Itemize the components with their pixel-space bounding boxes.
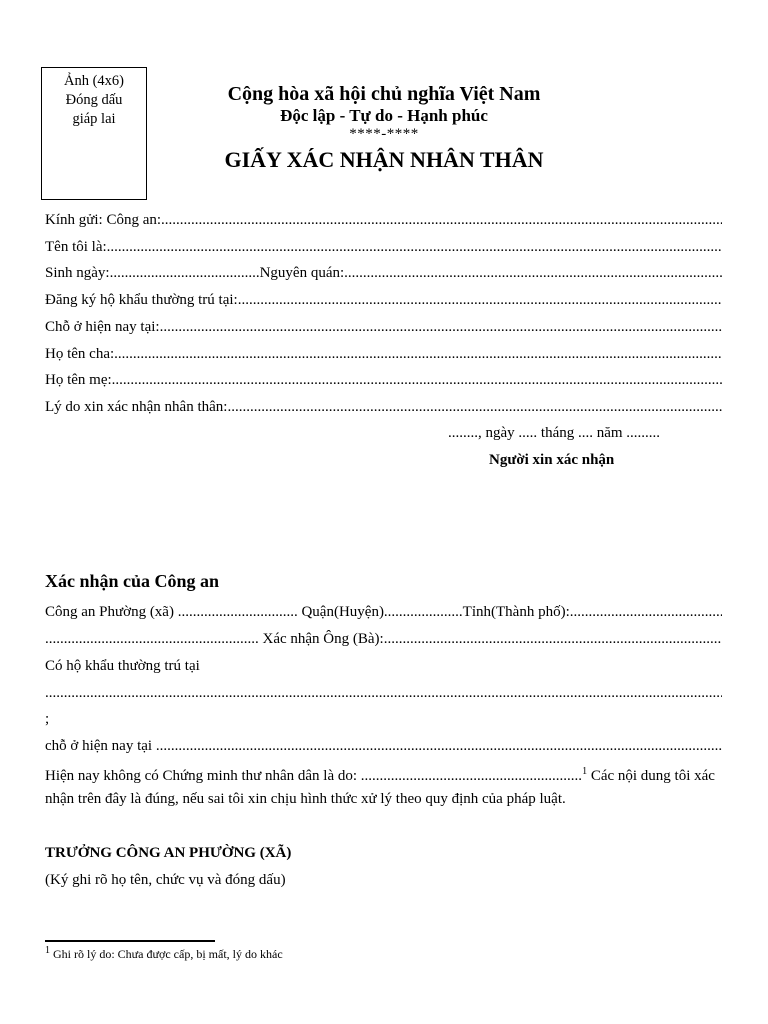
no-id-reason-label: Hiện nay không có Chứng minh thư nhân dân là do: ........................................................... [45, 768, 583, 784]
police-chief-title: TRƯỞNG CÔNG AN PHƯỜNG (XÃ) [45, 845, 292, 861]
reason-label: Lý do xin xác nhận nhân thân: [45, 399, 228, 415]
confirm-person-label: ......................................................... Xác nhận Ông (Bà): [45, 631, 384, 647]
country-name: Cộng hòa xã hội chủ nghĩa Việt Nam [227, 83, 541, 105]
police-ward-label: Công an Phường (xã) ................................ Quận(Huyện).....................Tỉnh(Thành phố): [45, 604, 570, 620]
photo-label: Ảnh (4x6) [63, 73, 124, 89]
confirm-person-line [45, 630, 722, 648]
mother-name-label: Họ tên mẹ: [45, 372, 112, 388]
footnote-reference: 1 [582, 766, 588, 777]
no-id-reason-line [45, 763, 722, 785]
name-line [45, 238, 722, 256]
commitment-text-start: Các nội dung tôi xác [587, 768, 715, 784]
name-label: Tên tôi là: [45, 239, 107, 255]
father-name-line [45, 345, 722, 363]
footnote-mark: 1 [45, 945, 50, 956]
national-motto: Độc lập - Tự do - Hạnh phúc [280, 106, 488, 125]
origin-label: Nguyên quán: [259, 265, 345, 281]
mother-name-line [45, 371, 722, 389]
document-title: GIẤY XÁC NHẬN NHÂN THÂN [224, 147, 544, 172]
birth-date-label: Sinh ngày:........................................ [45, 265, 260, 281]
photo-placeholder-box [41, 67, 147, 200]
registration-line [45, 291, 722, 309]
date-line: ........, ngày ..... tháng .... năm ......... [448, 425, 661, 441]
residence-label: Chỗ ở hiện nay tại: [45, 319, 160, 335]
residence-line [45, 318, 722, 336]
current-residence-line [45, 737, 722, 755]
commitment-text: nhận trên đây là đúng, nếu sai tôi xin chịu hình thức xử lý theo quy định của pháp luật. [45, 791, 566, 807]
recipient-label: Kính gửi: Công an: [45, 212, 162, 228]
footnote [45, 945, 283, 962]
signature-instruction: (Ký ghi rõ họ tên, chức vụ và đóng dấu) [45, 872, 286, 888]
reason-line [45, 398, 722, 416]
stamp-label: Đóng dấu [65, 92, 123, 108]
footnote-text: Ghi rõ lý do: Chưa được cấp, bị mất, lý do khác [50, 947, 283, 961]
footnote-divider [45, 940, 215, 942]
seal-label: giáp lai [72, 111, 116, 127]
police-ward-line [45, 603, 722, 621]
permanent-residence-dotted-line [45, 684, 722, 702]
permanent-residence-label: Có hộ khẩu thường trú tại [45, 658, 200, 674]
father-name-label: Họ tên cha: [45, 346, 115, 362]
semicolon-text: ; [45, 711, 50, 727]
police-section-title: Xác nhận của Công an [45, 571, 220, 591]
current-residence-label: chỗ ở hiện nay tại [45, 738, 156, 754]
recipient-line [45, 211, 722, 229]
birth-origin-line [45, 264, 722, 282]
registration-label: Đăng ký hộ khẩu thường trú tại: [45, 292, 238, 308]
applicant-signature-label: Người xin xác nhận [489, 452, 615, 468]
header-separator: ****-**** [349, 126, 419, 142]
